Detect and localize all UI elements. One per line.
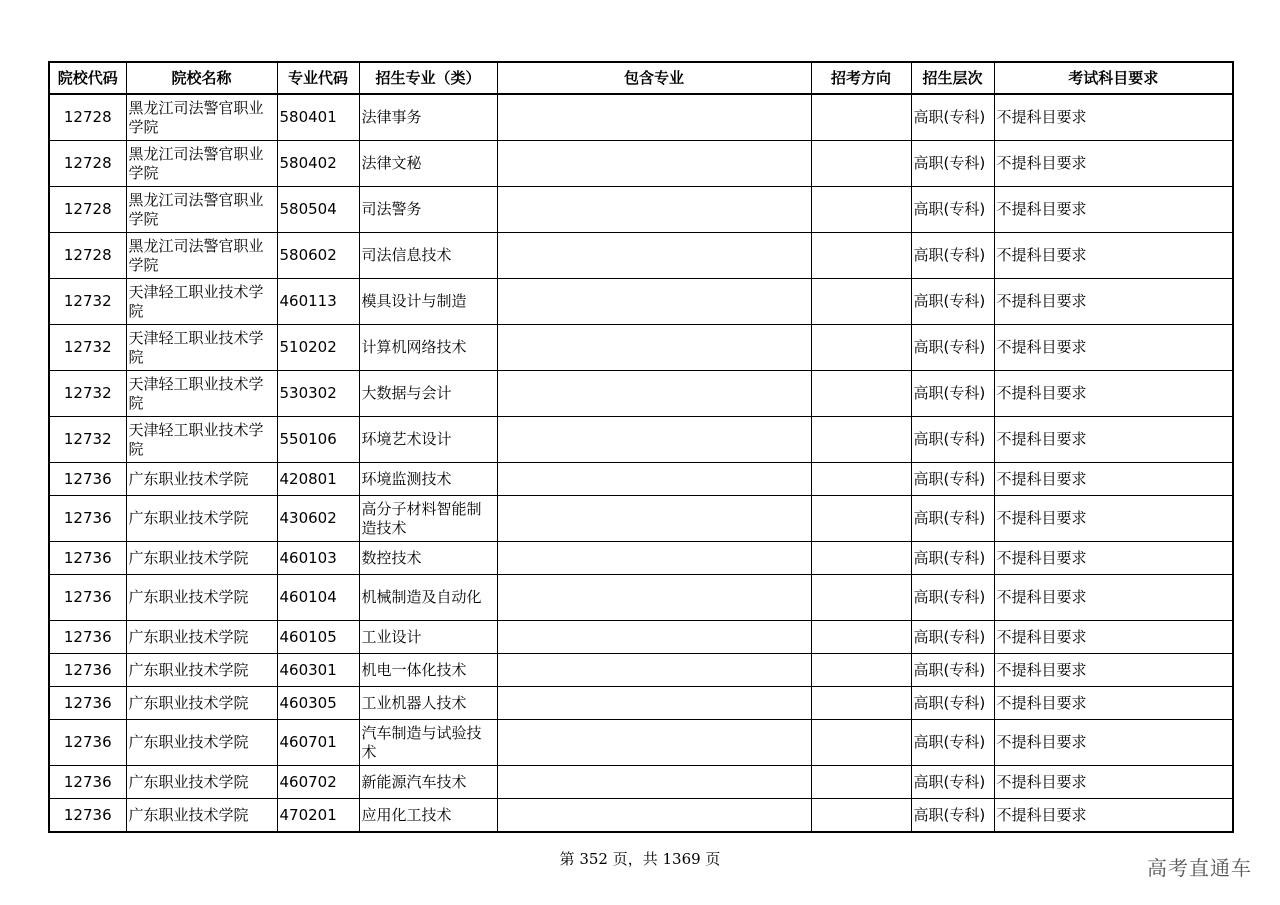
requirement-cell: 不提科目要求 <box>994 233 1233 279</box>
included-cell <box>497 94 811 141</box>
major-cell: 大数据与会计 <box>359 371 497 417</box>
header-school-code: 院校代码 <box>49 62 126 94</box>
major-cell: 司法信息技术 <box>359 233 497 279</box>
school-name-cell: 天津轻工职业技术学院 <box>126 279 277 325</box>
school-name-cell: 广东职业技术学院 <box>126 687 277 720</box>
level-cell: 高职(专科) <box>911 799 994 833</box>
school-name-cell: 广东职业技术学院 <box>126 720 277 766</box>
school-code-cell: 12736 <box>49 720 126 766</box>
table-row <box>49 94 1233 141</box>
requirement-cell: 不提科目要求 <box>994 621 1233 654</box>
level-cell: 高职(专科) <box>911 542 994 575</box>
direction-cell <box>811 621 911 654</box>
direction-cell <box>811 417 911 463</box>
included-cell <box>497 187 811 233</box>
direction-cell <box>811 799 911 833</box>
major-cell: 环境监测技术 <box>359 463 497 496</box>
direction-cell <box>811 94 911 141</box>
major-cell: 高分子材料智能制造技术 <box>359 496 497 542</box>
direction-cell <box>811 371 911 417</box>
major-code-cell: 460103 <box>277 542 359 575</box>
major-code-cell: 580602 <box>277 233 359 279</box>
school-code-cell: 12736 <box>49 621 126 654</box>
major-code-cell: 460301 <box>277 654 359 687</box>
major-cell: 法律文秘 <box>359 141 497 187</box>
level-cell: 高职(专科) <box>911 621 994 654</box>
included-cell <box>497 720 811 766</box>
school-name-cell: 广东职业技术学院 <box>126 463 277 496</box>
included-cell <box>497 654 811 687</box>
included-cell <box>497 325 811 371</box>
major-cell: 法律事务 <box>359 94 497 141</box>
school-code-cell: 12736 <box>49 799 126 833</box>
school-code-cell: 12732 <box>49 325 126 371</box>
watermark: 高考直通车 <box>1147 856 1252 880</box>
major-cell: 数控技术 <box>359 542 497 575</box>
school-code-cell: 12736 <box>49 463 126 496</box>
direction-cell <box>811 279 911 325</box>
level-cell: 高职(专科) <box>911 575 994 621</box>
included-cell <box>497 766 811 799</box>
school-code-cell: 12728 <box>49 233 126 279</box>
major-code-cell: 420801 <box>277 463 359 496</box>
included-cell <box>497 496 811 542</box>
school-name-cell: 广东职业技术学院 <box>126 575 277 621</box>
level-cell: 高职(专科) <box>911 766 994 799</box>
major-cell: 工业机器人技术 <box>359 687 497 720</box>
direction-cell <box>811 654 911 687</box>
included-cell <box>497 417 811 463</box>
direction-cell <box>811 141 911 187</box>
table-row <box>49 687 1233 720</box>
level-cell: 高职(专科) <box>911 687 994 720</box>
major-code-cell: 430602 <box>277 496 359 542</box>
school-code-cell: 12732 <box>49 371 126 417</box>
major-cell: 机电一体化技术 <box>359 654 497 687</box>
major-cell: 工业设计 <box>359 621 497 654</box>
table-row <box>49 325 1233 371</box>
major-cell: 模具设计与制造 <box>359 279 497 325</box>
requirement-cell: 不提科目要求 <box>994 187 1233 233</box>
major-code-cell: 580402 <box>277 141 359 187</box>
level-cell: 高职(专科) <box>911 371 994 417</box>
table-row <box>49 799 1233 833</box>
level-cell: 高职(专科) <box>911 496 994 542</box>
level-cell: 高职(专科) <box>911 233 994 279</box>
major-cell: 计算机网络技术 <box>359 325 497 371</box>
school-name-cell: 黑龙江司法警官职业学院 <box>126 94 277 141</box>
requirement-cell: 不提科目要求 <box>994 687 1233 720</box>
major-cell: 新能源汽车技术 <box>359 766 497 799</box>
included-cell <box>497 279 811 325</box>
school-code-cell: 12732 <box>49 279 126 325</box>
level-cell: 高职(专科) <box>911 325 994 371</box>
major-code-cell: 580504 <box>277 187 359 233</box>
major-cell: 汽车制造与试验技术 <box>359 720 497 766</box>
major-code-cell: 550106 <box>277 417 359 463</box>
major-cell: 机械制造及自动化 <box>359 575 497 621</box>
school-name-cell: 黑龙江司法警官职业学院 <box>126 141 277 187</box>
admission-table <box>48 61 1234 833</box>
requirement-cell: 不提科目要求 <box>994 325 1233 371</box>
direction-cell <box>811 463 911 496</box>
requirement-cell: 不提科目要求 <box>994 542 1233 575</box>
school-code-cell: 12736 <box>49 766 126 799</box>
requirement-cell: 不提科目要求 <box>994 279 1233 325</box>
header-direction: 招考方向 <box>811 62 911 94</box>
school-code-cell: 12728 <box>49 94 126 141</box>
included-cell <box>497 371 811 417</box>
table-row <box>49 187 1233 233</box>
included-cell <box>497 799 811 833</box>
school-code-cell: 12736 <box>49 542 126 575</box>
requirement-cell: 不提科目要求 <box>994 496 1233 542</box>
table-row <box>49 621 1233 654</box>
included-cell <box>497 233 811 279</box>
table-row <box>49 720 1233 766</box>
header-level: 招生层次 <box>911 62 994 94</box>
school-code-cell: 12728 <box>49 141 126 187</box>
major-code-cell: 460104 <box>277 575 359 621</box>
school-name-cell: 广东职业技术学院 <box>126 799 277 833</box>
major-code-cell: 470201 <box>277 799 359 833</box>
direction-cell <box>811 187 911 233</box>
direction-cell <box>811 496 911 542</box>
major-cell: 司法警务 <box>359 187 497 233</box>
school-name-cell: 广东职业技术学院 <box>126 766 277 799</box>
major-cell: 应用化工技术 <box>359 799 497 833</box>
requirement-cell: 不提科目要求 <box>994 141 1233 187</box>
requirement-cell: 不提科目要求 <box>994 766 1233 799</box>
direction-cell <box>811 542 911 575</box>
requirement-cell: 不提科目要求 <box>994 463 1233 496</box>
school-code-cell: 12728 <box>49 187 126 233</box>
requirement-cell: 不提科目要求 <box>994 94 1233 141</box>
major-code-cell: 460702 <box>277 766 359 799</box>
major-code-cell: 530302 <box>277 371 359 417</box>
direction-cell <box>811 575 911 621</box>
table-row <box>49 279 1233 325</box>
table-row <box>49 575 1233 621</box>
requirement-cell: 不提科目要求 <box>994 371 1233 417</box>
school-code-cell: 12736 <box>49 687 126 720</box>
included-cell <box>497 463 811 496</box>
table-row <box>49 463 1233 496</box>
school-code-cell: 12736 <box>49 654 126 687</box>
table-row <box>49 496 1233 542</box>
level-cell: 高职(专科) <box>911 463 994 496</box>
header-major: 招生专业（类） <box>359 62 497 94</box>
table-row <box>49 233 1233 279</box>
requirement-cell: 不提科目要求 <box>994 654 1233 687</box>
requirement-cell: 不提科目要求 <box>994 799 1233 833</box>
direction-cell <box>811 766 911 799</box>
table-row <box>49 371 1233 417</box>
level-cell: 高职(专科) <box>911 417 994 463</box>
page-footer: 第 352 页，共 1369 页 <box>559 850 721 868</box>
header-included: 包含专业 <box>497 62 811 94</box>
school-name-cell: 广东职业技术学院 <box>126 542 277 575</box>
major-code-cell: 460305 <box>277 687 359 720</box>
school-name-cell: 天津轻工职业技术学院 <box>126 417 277 463</box>
school-code-cell: 12736 <box>49 496 126 542</box>
level-cell: 高职(专科) <box>911 94 994 141</box>
major-code-cell: 510202 <box>277 325 359 371</box>
school-name-cell: 黑龙江司法警官职业学院 <box>126 233 277 279</box>
school-name-cell: 天津轻工职业技术学院 <box>126 371 277 417</box>
header-requirement: 考试科目要求 <box>994 62 1233 94</box>
direction-cell <box>811 687 911 720</box>
school-name-cell: 广东职业技术学院 <box>126 654 277 687</box>
major-code-cell: 460105 <box>277 621 359 654</box>
school-name-cell: 黑龙江司法警官职业学院 <box>126 187 277 233</box>
requirement-cell: 不提科目要求 <box>994 417 1233 463</box>
level-cell: 高职(专科) <box>911 654 994 687</box>
level-cell: 高职(专科) <box>911 141 994 187</box>
level-cell: 高职(专科) <box>911 720 994 766</box>
included-cell <box>497 542 811 575</box>
table-row <box>49 417 1233 463</box>
table-row <box>49 654 1233 687</box>
level-cell: 高职(专科) <box>911 279 994 325</box>
requirement-cell: 不提科目要求 <box>994 575 1233 621</box>
table-row <box>49 766 1233 799</box>
header-row <box>49 62 1233 94</box>
school-code-cell: 12736 <box>49 575 126 621</box>
included-cell <box>497 141 811 187</box>
included-cell <box>497 621 811 654</box>
school-name-cell: 广东职业技术学院 <box>126 496 277 542</box>
requirement-cell: 不提科目要求 <box>994 720 1233 766</box>
direction-cell <box>811 233 911 279</box>
direction-cell <box>811 720 911 766</box>
direction-cell <box>811 325 911 371</box>
school-name-cell: 广东职业技术学院 <box>126 621 277 654</box>
major-code-cell: 580401 <box>277 94 359 141</box>
level-cell: 高职(专科) <box>911 187 994 233</box>
included-cell <box>497 575 811 621</box>
school-code-cell: 12732 <box>49 417 126 463</box>
table-row <box>49 542 1233 575</box>
school-name-cell: 天津轻工职业技术学院 <box>126 325 277 371</box>
major-cell: 环境艺术设计 <box>359 417 497 463</box>
included-cell <box>497 687 811 720</box>
major-code-cell: 460113 <box>277 279 359 325</box>
major-code-cell: 460701 <box>277 720 359 766</box>
header-school-name: 院校名称 <box>126 62 277 94</box>
header-major-code: 专业代码 <box>277 62 359 94</box>
table-row <box>49 141 1233 187</box>
